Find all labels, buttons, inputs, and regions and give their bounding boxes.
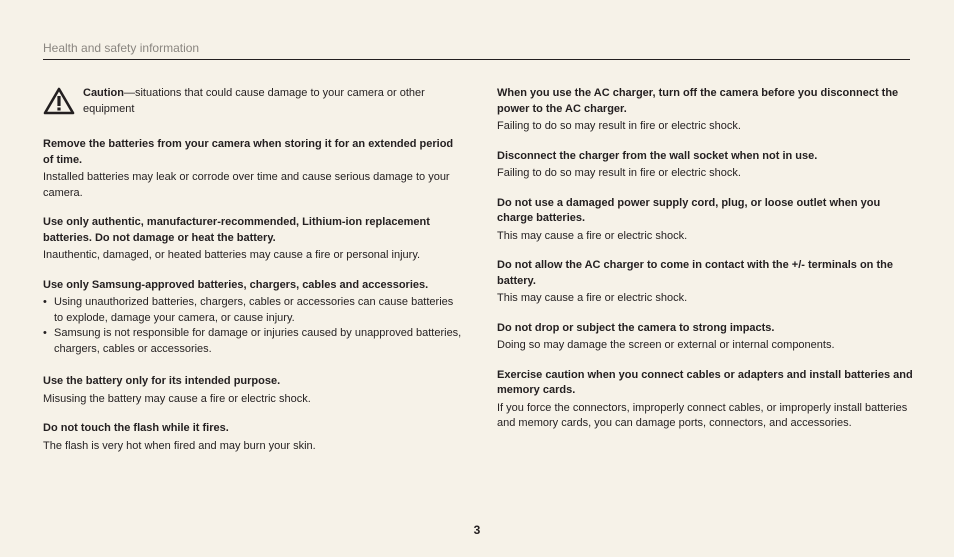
section-disconnect-charger	[497, 149, 915, 182]
list-item-text: Using unauthorized batteries, chargers, cables or accessories can cause batteries to explode, damage your camera, or cause injury.	[54, 296, 454, 324]
section-body: Doing so may damage the screen or external or internal components.	[497, 339, 835, 351]
section-body: Failing to do so may result in fire or electric shock.	[497, 120, 741, 132]
caution-text: —situations that could cause damage to your camera or other equipment	[83, 87, 425, 115]
left-column	[43, 86, 463, 468]
page-number: 3	[473, 523, 481, 537]
list-item	[43, 326, 463, 357]
section-heading: Use only authentic, manufacturer-recommended, Lithium-ion replacement batteries. Do not damage or heat the battery.	[43, 216, 430, 244]
header-rule	[43, 59, 910, 60]
section-authentic-batteries	[43, 215, 463, 264]
section-body: Inauthentic, damaged, or heated batteries may cause a fire or personal injury.	[43, 249, 421, 261]
section-heading: Exercise caution when you connect cables or adapters and install batteries and memory cards.	[497, 368, 913, 396]
section-body: The flash is very hot when fired and may burn your skin.	[43, 439, 316, 452]
bullet-list	[43, 295, 463, 357]
section-body: If you force the connectors, improperly connect cables, or improperly install batteries and memory cards, you can damage ports, connectors, and accessories.	[497, 401, 908, 429]
bullet-dot: •	[43, 296, 47, 308]
section-heading: Use only Samsung-approved batteries, chargers, cables and accessories.	[43, 278, 429, 291]
section-remove-batteries	[43, 137, 463, 201]
bullet-dot: •	[43, 327, 47, 339]
section-heading: Do not drop or subject the camera to strong impacts.	[497, 321, 775, 334]
caution-label: Caution	[83, 87, 124, 99]
section-samsung-approved	[43, 278, 463, 358]
section-heading: Do not use a damaged power supply cord, plug, or loose outlet when you charge batteries.	[497, 196, 881, 224]
section-heading: Do not allow the AC charger to come in contact with the +/- terminals on the battery.	[497, 259, 893, 287]
list-item-text: Samsung is not responsible for damage or injuries caused by unapproved batteries, chargers, cables or accessories.	[54, 327, 462, 355]
section-body: Installed batteries may leak or corrode over time and cause serious damage to your camera.	[43, 171, 450, 199]
section-body: This may cause a fire or electric shock.	[497, 292, 688, 304]
section-ac-charger-off	[497, 86, 915, 135]
running-head: Health and safety information	[43, 41, 200, 55]
section-flash	[43, 421, 463, 454]
section-heading: Do not touch the flash while it fires.	[43, 422, 229, 434]
section-cables-adapters	[497, 368, 915, 432]
section-body: Misusing the battery may cause a fire or electric shock.	[43, 392, 311, 405]
section-impacts	[497, 321, 915, 354]
warning-triangle-icon	[43, 87, 75, 115]
section-intended-purpose	[43, 374, 463, 407]
caution-notice	[43, 86, 463, 120]
section-heading: When you use the AC charger, turn off the camera before you disconnect the power to the AC charger.	[497, 87, 899, 115]
section-body: This may cause a fire or electric shock.	[497, 229, 688, 242]
section-heading: Disconnect the charger from the wall socket when not in use.	[497, 149, 818, 162]
section-body: Failing to do so may result in fire or electric shock.	[497, 167, 741, 179]
section-terminals	[497, 258, 915, 307]
section-damaged-cord	[497, 196, 915, 245]
section-heading: Use the battery only for its intended purpose.	[43, 375, 281, 387]
right-column	[497, 86, 915, 446]
list-item	[43, 295, 463, 326]
section-heading: Remove the batteries from your camera when storing it for an extended period of time.	[43, 138, 454, 166]
